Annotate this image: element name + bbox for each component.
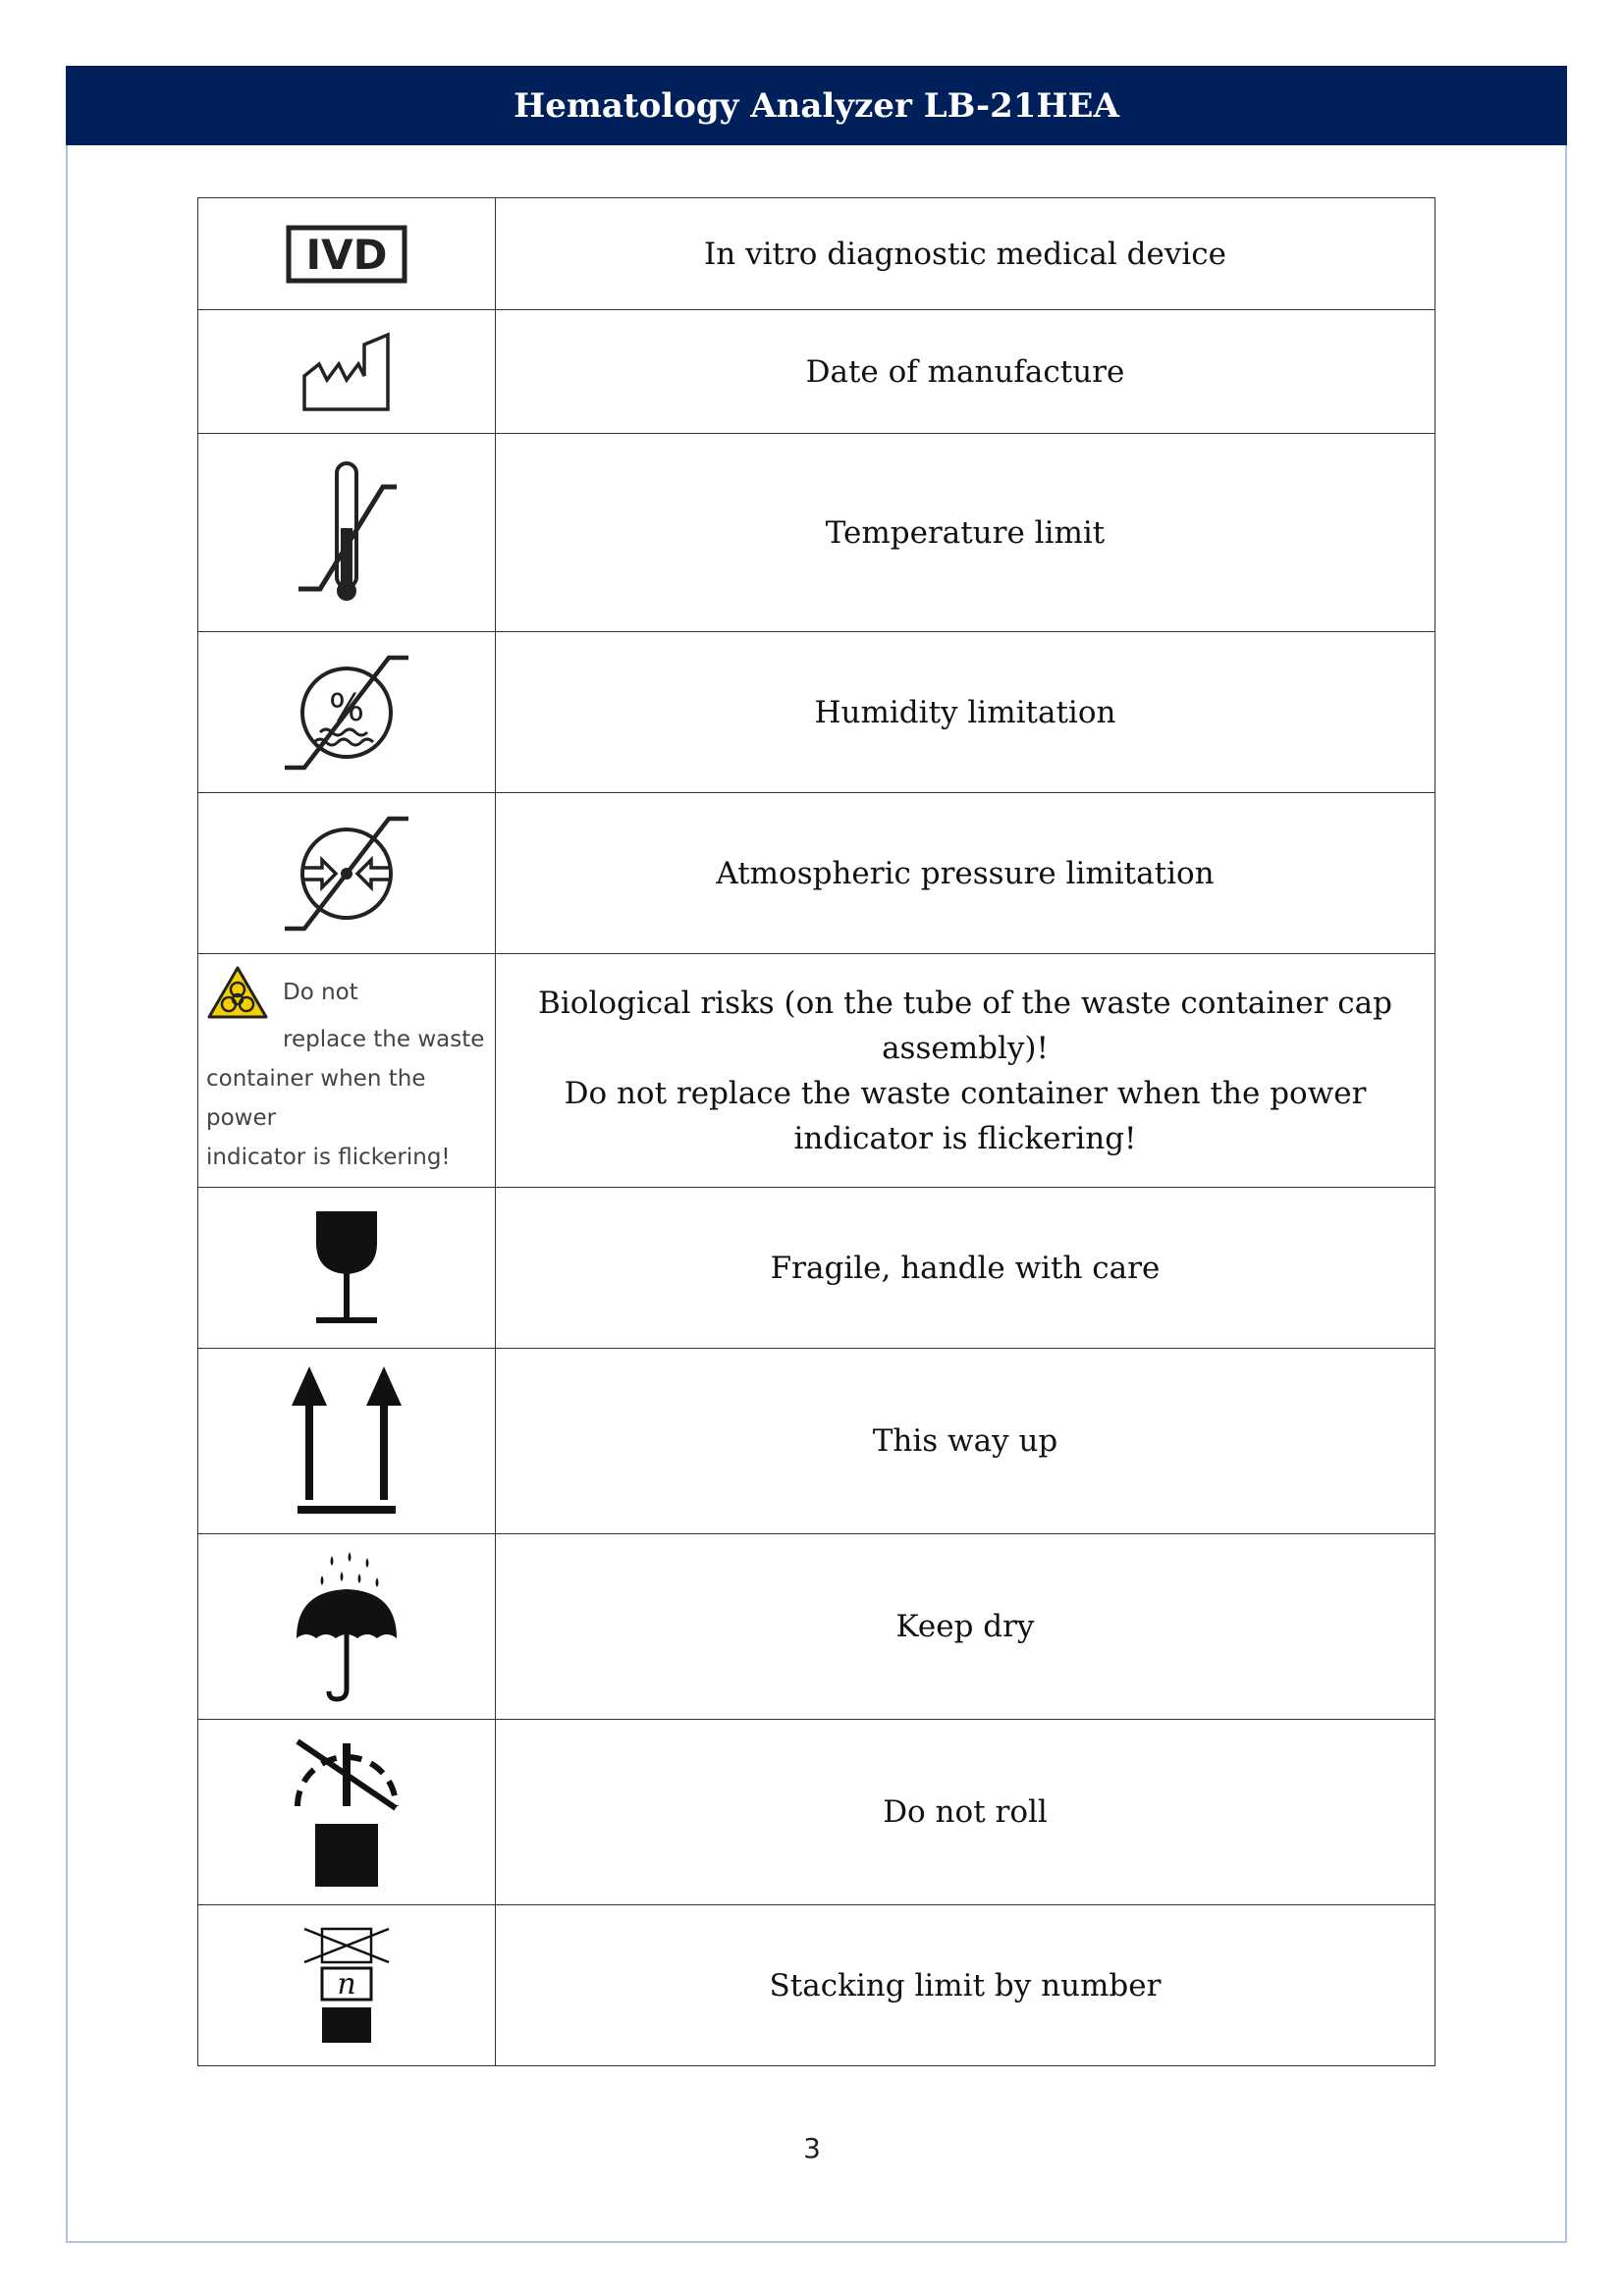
biohazard-icon: [206, 965, 269, 1020]
table-row: [198, 1534, 1435, 1720]
description-text: In vitro diagnostic medical device: [704, 236, 1226, 272]
symbol-cell: [198, 632, 496, 793]
description-text: Temperature limit: [825, 514, 1106, 551]
symbol-description: [496, 1188, 1435, 1349]
symbol-cell: [198, 1534, 496, 1720]
table-row: [198, 1905, 1435, 2066]
factory-icon: [301, 331, 392, 413]
symbol-cell: [198, 1188, 496, 1349]
table-row: [198, 198, 1435, 310]
description-text: Biological risks (on the tube of the waste container cap assembly)!: [538, 985, 1392, 1066]
document-title: Hematology Analyzer LB-21HEA: [514, 85, 1119, 126]
symbol-cell: [198, 954, 496, 1188]
svg-text:n: n: [337, 1966, 356, 2002]
table-row: [198, 310, 1435, 434]
description-text: Do not roll: [883, 1794, 1048, 1830]
symbol-cell: [198, 434, 496, 632]
description-text: Do not replace the waste container when the power indicator is flickering!: [564, 1075, 1367, 1156]
warning-line: Do not: [283, 979, 358, 1005]
symbol-description: [496, 1720, 1435, 1905]
warning-line: indicator is flickering!: [206, 1144, 451, 1170]
this-way-up-icon: [288, 1364, 406, 1518]
description-text: Keep dry: [895, 1609, 1035, 1644]
svg-text:IVD: IVD: [305, 230, 388, 279]
symbol-cell: [198, 1349, 496, 1534]
symbols-table: [197, 197, 1435, 2066]
table-row: [198, 1720, 1435, 1905]
table-row: [198, 1188, 1435, 1349]
pressure-icon: [283, 813, 410, 934]
table-row: [198, 434, 1435, 632]
symbol-description: [496, 1349, 1435, 1534]
warning-line: replace the waste: [283, 1026, 485, 1052]
umbrella-icon: [293, 1550, 401, 1703]
symbol-description: [496, 1905, 1435, 2066]
symbol-cell: [198, 1905, 496, 2066]
symbol-cell: [198, 310, 496, 434]
symbol-cell: [198, 793, 496, 954]
symbol-cell: [198, 1720, 496, 1905]
humidity-icon: [283, 652, 410, 774]
description-text: This way up: [872, 1423, 1058, 1459]
description-text: Stacking limit by number: [769, 1967, 1162, 2003]
ivd-icon: [286, 225, 407, 284]
table-row: [198, 632, 1435, 793]
description-text: Atmospheric pressure limitation: [716, 855, 1215, 891]
warning-line: container when the power: [206, 1065, 426, 1131]
symbol-description: [496, 434, 1435, 632]
symbol-description: [496, 793, 1435, 954]
do-not-roll-icon: [288, 1734, 406, 1891]
stacking-limit-icon: [302, 1925, 391, 2047]
table-row: [198, 793, 1435, 954]
page-header: [66, 66, 1567, 145]
page-number: 3: [803, 2132, 821, 2164]
biohazard-warning-label: [198, 965, 495, 1177]
thermometer-icon: [293, 459, 401, 607]
symbol-description: [496, 954, 1435, 1188]
description-text: Humidity limitation: [814, 694, 1116, 730]
description-text: Fragile, handle with care: [770, 1250, 1161, 1286]
table-row: [198, 954, 1435, 1188]
table-row: [198, 1349, 1435, 1534]
symbol-description: [496, 632, 1435, 793]
symbol-cell: [198, 198, 496, 310]
symbol-description: [496, 1534, 1435, 1720]
symbol-description: [496, 310, 1435, 434]
svg-text:%: %: [328, 685, 365, 729]
fragile-glass-icon: [312, 1207, 381, 1329]
description-text: Date of manufacture: [805, 353, 1125, 390]
symbol-description: [496, 198, 1435, 310]
